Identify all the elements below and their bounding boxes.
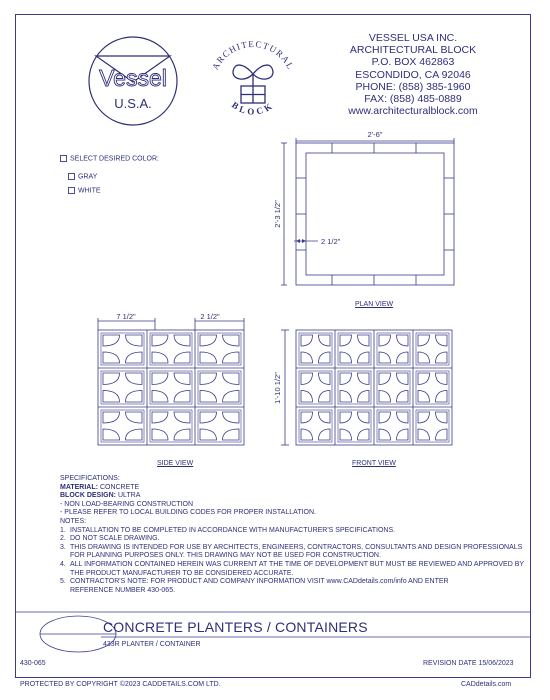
color-select-title: SELECT DESIRED COLOR: bbox=[60, 155, 159, 162]
block-pattern bbox=[379, 373, 408, 402]
block-inner-frame bbox=[338, 410, 371, 442]
block-inner-frame bbox=[377, 371, 410, 404]
company-phone: PHONE: (858) 385-1960 bbox=[355, 80, 471, 93]
note-line: 2. DO NOT SCALE DRAWING. bbox=[60, 535, 160, 543]
vessel-brand: Vessel bbox=[99, 65, 167, 91]
note-line: THE PRODUCT MANUFACTURER TO BE CONSIDERED ACCURATE. bbox=[70, 569, 294, 577]
block-inner-frame bbox=[416, 371, 449, 404]
drawing-title: CONCRETE PLANTERS / CONTAINERS bbox=[103, 619, 368, 635]
note-line: 1. INSTALLATION TO BE COMPLETED IN ACCORDANCE WITH MANUFACTURER'S SPECIFICATIONS. bbox=[60, 526, 396, 534]
company-fax: FAX: (858) 485-0889 bbox=[364, 93, 462, 106]
side-wall-dim: 2 1/2" bbox=[200, 312, 220, 321]
plant-icon bbox=[233, 65, 273, 103]
front-view-drawing bbox=[270, 328, 455, 448]
plan-wall-dim: 2 1/2" bbox=[321, 237, 341, 246]
block-inner-frame bbox=[101, 410, 144, 442]
block-inner-frame bbox=[150, 333, 192, 365]
color-option-white[interactable]: WHITE bbox=[68, 187, 101, 194]
note-line: 4. ALL INFORMATION CONTAINED HEREIN WAS CURRENT AT THE TIME OF DEVELOPMENT BUT MUST BE REVIEWED AND APPROVED BY bbox=[60, 560, 525, 568]
block-pattern bbox=[301, 373, 330, 402]
side-view-drawing bbox=[85, 312, 255, 447]
company-name: VESSEL USA INC. bbox=[368, 32, 458, 44]
block-pattern bbox=[301, 335, 330, 363]
side-view-blocks bbox=[101, 333, 241, 442]
note-line: 3. THIS DRAWING IS INTENDED FOR USE BY ARCHITECTS, ENGINEERS, CONTRACTORS, CONSULTANTS AND DESIGN PROFESSIONALS bbox=[60, 543, 523, 551]
copyright-notice: PROTECTED BY COPYRIGHT ©2023 CADDETAILS.COM LTD. bbox=[20, 681, 221, 688]
vessel-logo bbox=[86, 34, 180, 128]
architectural-block-logo bbox=[200, 30, 306, 130]
company-website[interactable]: www.architecturalblock.com bbox=[348, 105, 478, 118]
vessel-country: U.S.A. bbox=[114, 96, 152, 111]
block-pattern bbox=[200, 373, 239, 402]
block-inner-frame bbox=[377, 410, 410, 442]
block-inner-frame bbox=[198, 333, 241, 365]
block-inner-frame bbox=[377, 333, 410, 365]
note-line: FOR PLANNING PURPOSES ONLY. THIS DRAWING MAY NOT BE USED FOR CONSTRUCTION. bbox=[70, 552, 381, 560]
block-inner-frame bbox=[416, 333, 449, 365]
block-pattern bbox=[418, 335, 447, 363]
white-checkbox[interactable] bbox=[68, 187, 75, 194]
front-view-label: FRONT VIEW bbox=[352, 460, 396, 467]
spec-block-design: BLOCK DESIGN: ULTRA bbox=[60, 492, 141, 500]
block-inner-frame bbox=[101, 371, 144, 404]
logo-arc-bottom: BLOCK bbox=[229, 99, 277, 117]
caddetails-site[interactable]: CADdetails.com bbox=[461, 681, 512, 688]
block-inner-frame bbox=[198, 410, 241, 442]
block-pattern bbox=[379, 412, 408, 440]
spec-material: MATERIAL: CONCRETE bbox=[60, 483, 140, 491]
block-inner-frame bbox=[416, 410, 449, 442]
plan-view-drawing bbox=[270, 128, 470, 300]
block-pattern bbox=[103, 412, 142, 440]
block-pattern bbox=[152, 412, 190, 440]
block-pattern bbox=[418, 412, 447, 440]
svg-text:ARCHITECTURAL bbox=[210, 39, 296, 72]
note-line: REFERENCE NUMBER 430-065. bbox=[70, 586, 176, 594]
block-pattern bbox=[152, 373, 190, 402]
block-pattern bbox=[200, 412, 239, 440]
block-pattern bbox=[340, 373, 369, 402]
block-pattern bbox=[340, 335, 369, 363]
color-select-checkbox[interactable] bbox=[60, 155, 67, 162]
block-pattern bbox=[301, 412, 330, 440]
company-division: ARCHITECTURAL BLOCK bbox=[349, 44, 477, 57]
block-pattern bbox=[200, 335, 239, 363]
reference-number: 430-065 bbox=[20, 660, 46, 667]
company-po-box: P.O. BOX 462863 bbox=[371, 56, 455, 69]
block-pattern bbox=[103, 335, 142, 363]
block-inner-frame bbox=[101, 333, 144, 365]
color-option-gray[interactable]: GRAY bbox=[68, 173, 97, 180]
block-inner-frame bbox=[150, 371, 192, 404]
spec-bullet: - NON LOAD-BEARING CONSTRUCTION bbox=[60, 500, 194, 508]
plan-view-label: PLAN VIEW bbox=[355, 301, 394, 308]
block-pattern bbox=[152, 335, 190, 363]
side-block-dim: 7 1/2" bbox=[116, 312, 136, 321]
block-pattern bbox=[379, 335, 408, 363]
block-inner-frame bbox=[299, 371, 332, 404]
plan-width-dim: 2'-6" bbox=[367, 130, 383, 139]
block-inner-frame bbox=[338, 333, 371, 365]
specifications-notes bbox=[60, 475, 530, 595]
block-inner-frame bbox=[198, 371, 241, 404]
company-info bbox=[318, 32, 508, 117]
block-inner-frame bbox=[338, 371, 371, 404]
block-pattern bbox=[340, 412, 369, 440]
spec-heading: SPECIFICATIONS: bbox=[60, 475, 120, 482]
block-inner-frame bbox=[299, 410, 332, 442]
side-view-label: SIDE VIEW bbox=[157, 460, 194, 467]
note-line: 5. CONTRACTOR'S NOTE: FOR PRODUCT AND COMPANY INFORMATION VISIT www.CADdetails.com/info AND ENTER bbox=[60, 578, 449, 586]
block-pattern bbox=[418, 373, 447, 402]
revision-date: REVISION DATE 15/06/2023 bbox=[423, 660, 514, 667]
block-pattern bbox=[103, 373, 142, 402]
notes-heading: NOTES: bbox=[60, 517, 87, 525]
front-height-dim: 1'-10 1/2" bbox=[273, 372, 282, 404]
spec-bullet: - PLEASE REFER TO LOCAL BUILDING CODES FOR PROPER INSTALLATION. bbox=[60, 509, 316, 517]
logo-arc-top: ARCHITECTURAL bbox=[210, 38, 297, 72]
plan-height-dim: 2'-3 1/2" bbox=[273, 200, 282, 228]
block-inner-frame bbox=[299, 333, 332, 365]
gray-checkbox[interactable] bbox=[68, 173, 75, 180]
block-inner-frame bbox=[150, 410, 192, 442]
company-city: ESCONDIDO, CA 92046 bbox=[355, 68, 471, 81]
drawing-subtitle: 433R PLANTER / CONTAINER bbox=[103, 641, 201, 648]
